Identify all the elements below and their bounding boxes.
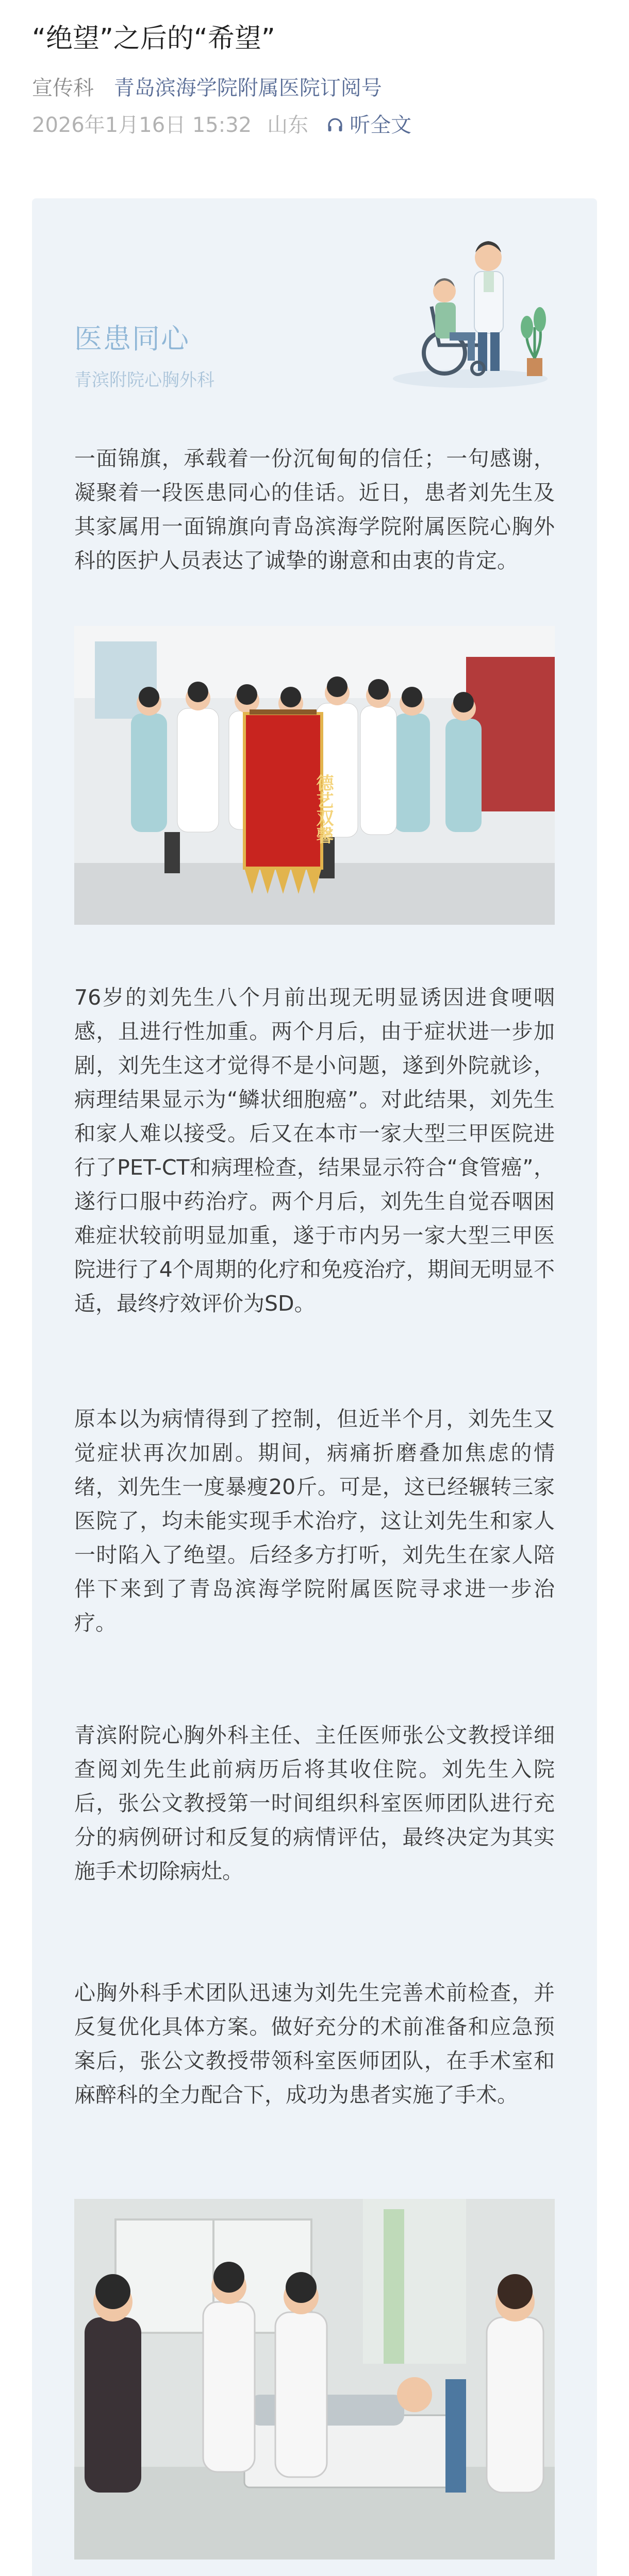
article-card bbox=[32, 198, 597, 2576]
paragraph-5: 心胸外科手术团队迅速为刘先生完善术前检查，并反复优化具体方案。做好充分的术前准备和应急预案后，张公文教授带领科室医师团队，在手术室和麻醉科的全力配合下，成功为患者实施了手术。 bbox=[74, 1980, 555, 2107]
listen-button[interactable] bbox=[326, 111, 411, 139]
paragraph-1: 一面锦旗，承载着一份沉甸甸的信任；一句感谢，凝聚着一段医患同心的佳话。近日，患者刘先生及其家属用一面锦旗向青岛滨海学院附属医院心胸外科的医护人员表达了诚挚的谢意和由衷的肯定。 bbox=[74, 446, 555, 573]
section-header bbox=[74, 317, 214, 391]
paragraph-4: 青滨附院心胸外科主任、主任医师张公文教授详细查阅刘先生此前病历后将其收住院。刘先生入院后，张公文教授第一时间组织科室医师团队进行充分的病例研讨和反复的病情评估，最终决定为其实施手术切除病灶。 bbox=[74, 1723, 555, 1884]
ward-visit-photo bbox=[74, 2199, 555, 2560]
headphones-icon bbox=[326, 116, 344, 134]
listen-label: 听全文 bbox=[350, 113, 412, 137]
publish-date: 2026年1月16日 15:32 bbox=[32, 113, 252, 137]
article-meta-source bbox=[32, 74, 597, 102]
source-label: 宣传科 bbox=[32, 76, 94, 100]
banner-presentation-photo bbox=[74, 626, 555, 925]
article-meta-time bbox=[32, 111, 597, 139]
paragraph-2 bbox=[74, 980, 555, 1320]
article-title: “绝望”之后的“希望” bbox=[32, 23, 275, 54]
section-title: 医患同心 bbox=[74, 323, 190, 355]
article-header bbox=[0, 0, 629, 139]
section-subtitle: 青滨附院心胸外科 bbox=[74, 370, 214, 391]
paragraph-2-text: 76岁的刘先生八个月前出现无明显诱因进食哽咽感，且进行性加重。两个月后，由于症状进一步加剧，刘先生这才觉得不是小问题，遂到外院就诊，病理结果显示为“鳞状细胞癌”。对此结果，刘先生和家人难以接受。后又在本市一家大型三甲医院进行了PET-CT和病理检查，结果显示符合“食管癌”，遂行口服中药治疗。两个月后，刘先生自觉吞咽困难症状较前明显加重，遂于市内另一家大型三甲医院进行了4个周期的化疗和免疫治疗，期间无明显不适，最终疗效评价为SD。 bbox=[74, 985, 555, 1316]
banner-text: 德艺双馨 bbox=[313, 774, 334, 844]
publish-location: 山东 bbox=[267, 113, 309, 137]
paragraph-3: 原本以为病情得到了控制，但近半个月，刘先生又觉症状再次加剧。期间，病痛折磨叠加焦虑的情绪，刘先生一度暴瘦20斤。可是，这已经辗转三家医院了，均未能实现手术治疗，这让刘先生和家人一时陷入了绝望。后经多方打听，刘先生在家人陪伴下来到了青岛滨海学院附属医院寻求进一步治疗。 bbox=[74, 1406, 555, 1635]
doctor-wheelchair-illustration bbox=[383, 229, 558, 394]
account-name-link[interactable]: 青岛滨海学院附属医院订阅号 bbox=[113, 76, 382, 100]
